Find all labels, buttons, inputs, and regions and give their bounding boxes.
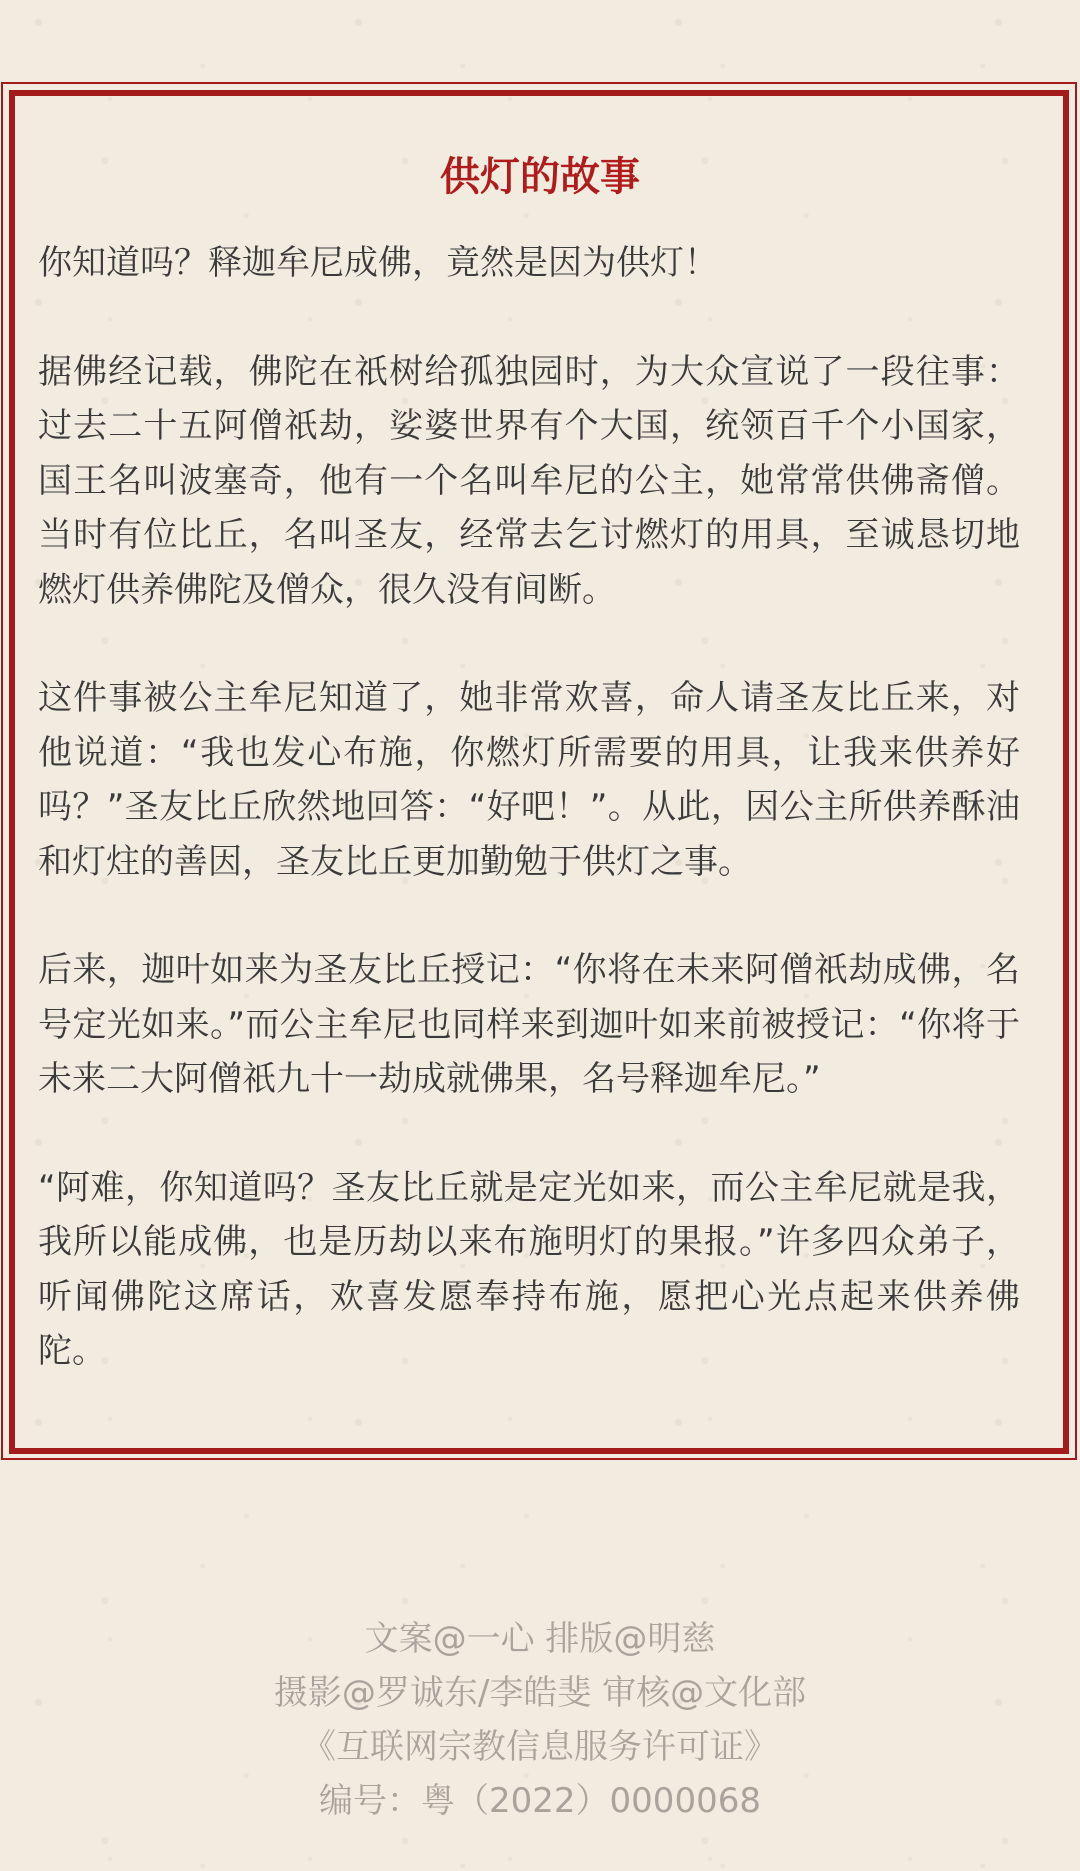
license-number: 编号：粤（2022）0000068	[319, 1781, 761, 1821]
license-title: 《互联网宗教信息服务许可证》	[302, 1727, 778, 1767]
credits-footer	[0, 1612, 1080, 1828]
article-title: 供灯的故事	[440, 153, 640, 200]
article-paragraph: 你知道吗？释迦牟尼成佛，竟然是因为供灯！	[38, 243, 718, 283]
article-paragraph: 这件事被公主牟尼知道了，她非常欢喜，命人请圣友比丘来，对他说道：“我也发心布施，你燃灯所需要的用具，让我来供养好吗？”圣友比丘欣然地回答：“好吧！”。从此，因公主所供养酥油和灯炷的善因，圣友比丘更加勤勉于供灯之事。	[38, 678, 1020, 882]
article-body	[38, 236, 1020, 1379]
article-paragraph: “阿难，你知道吗？圣友比丘就是定光如来，而公主牟尼就是我，我所以能成佛，也是历劫以来布施明灯的果报。”许多四众弟子，听闻佛陀这席话，欢喜发愿奉持布施，愿把心光点起来供养佛陀。	[38, 1167, 1020, 1371]
article-paragraph: 据佛经记载，佛陀在祇树给孤独园时，为大众宣说了一段往事：过去二十五阿僧祇劫，娑婆世界有个大国，统领百千个小国家，国王名叫波塞奇，他有一个名叫牟尼的公主，她常常供佛斋僧。当时有位比丘，名叫圣友，经常去乞讨燃灯的用具，至诚恳切地燃灯供养佛陀及僧众，很久没有间断。	[38, 351, 1020, 610]
credit-authors: 文案@一心 排版@明慈	[364, 1619, 716, 1659]
credit-photo-review: 摄影@罗诚东/李皓斐 审核@文化部	[273, 1673, 807, 1713]
article-paragraph: 后来，迦叶如来为圣友比丘授记：“你将在未来阿僧祇劫成佛，名号定光如来。”而公主牟尼也同样来到迦叶如来前被授记：“你将于未来二大阿僧祇九十一劫成就佛果，名号释迦牟尼。”	[38, 950, 1020, 1099]
